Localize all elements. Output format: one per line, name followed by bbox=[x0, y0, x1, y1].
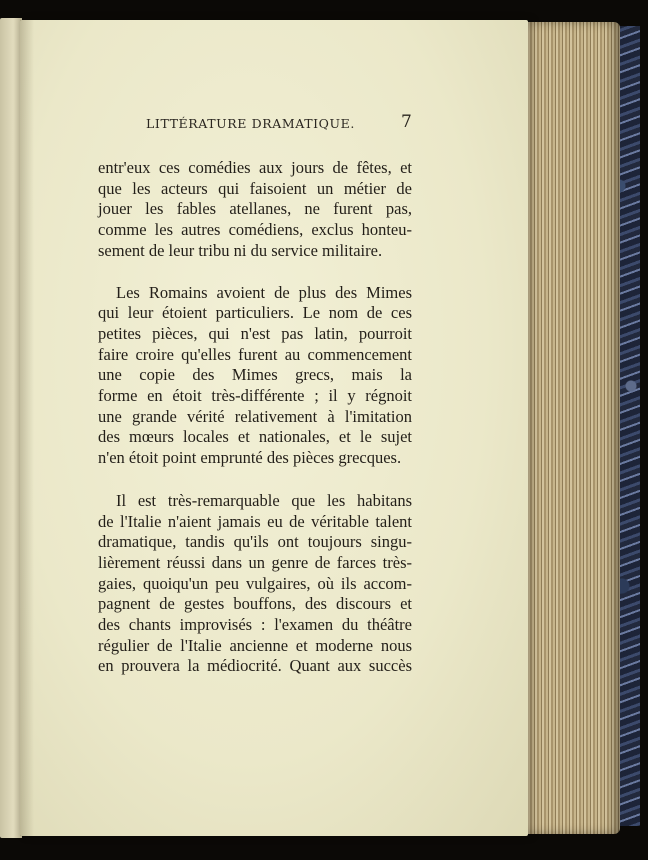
paragraph-3 bbox=[98, 491, 412, 512]
text-line: n'en étoit point emprunté des pièces grecques. bbox=[98, 448, 402, 468]
paragraph-3-cont bbox=[98, 512, 412, 678]
text-line: qui leur étoient particuliers. Le nom de ces bbox=[98, 303, 412, 323]
text-line: que les acteurs qui faisoient un métier de bbox=[98, 178, 412, 198]
body-text bbox=[98, 158, 412, 677]
paragraph-1 bbox=[98, 158, 412, 262]
text-line: lièrement réussi dans un genre de farces très- bbox=[98, 552, 412, 572]
text-line: entr'eux ces comédies aux jours de fêtes, et bbox=[98, 158, 412, 177]
paragraph-2 bbox=[98, 283, 412, 304]
text-line: de l'Italie n'aient jamais eu de véritable talent bbox=[98, 511, 412, 531]
text-line: jouer les fables atellanes, ne furent pas, bbox=[98, 199, 412, 219]
text-line: forme en étoit très-différente ; il y régnoit bbox=[98, 386, 412, 406]
paragraph-2-cont bbox=[98, 303, 412, 469]
book-page bbox=[20, 20, 528, 836]
text-line: Il est très-remarquable que les habitans bbox=[116, 490, 412, 510]
text-line: comme les autres comédiens, exclus honteu- bbox=[98, 220, 412, 240]
text-line: Les Romains avoient de plus des Mimes bbox=[116, 282, 412, 302]
text-line: dramatique, tandis qu'ils ont toujours singu- bbox=[98, 532, 412, 552]
text-line: une grande vérité relativement à l'imitation bbox=[98, 406, 412, 426]
page-edges bbox=[516, 22, 620, 834]
text-line: des mœurs locales et nationales, et le sujet bbox=[98, 427, 412, 447]
text-line: petites pièces, qui n'est pas latin, pourroit bbox=[98, 323, 412, 343]
text-line: régulier de l'Italie ancienne et moderne nous bbox=[98, 635, 412, 655]
facing-page-edge bbox=[0, 18, 22, 838]
text-line: des chants improvisés : l'examen du théâtre bbox=[98, 615, 412, 635]
running-title: LITTÉRATURE DRAMATIQUE. bbox=[146, 116, 355, 131]
text-line: une copie des Mimes grecs, mais la bbox=[98, 365, 412, 385]
text-line: faire croire qu'elles furent au commencement bbox=[98, 344, 412, 364]
text-line: en prouvera la médiocrité. Quant aux succès bbox=[98, 656, 412, 676]
text-line: gaies, quoiqu'un peu vulgaires, où ils accom- bbox=[98, 573, 412, 593]
text-line: pagnent de gestes bouffons, des discours et bbox=[98, 594, 412, 614]
page-gutter bbox=[20, 20, 34, 836]
text-line: sement de leur tribu ni du service militaire. bbox=[98, 240, 383, 260]
page-number: 7 bbox=[401, 112, 413, 132]
